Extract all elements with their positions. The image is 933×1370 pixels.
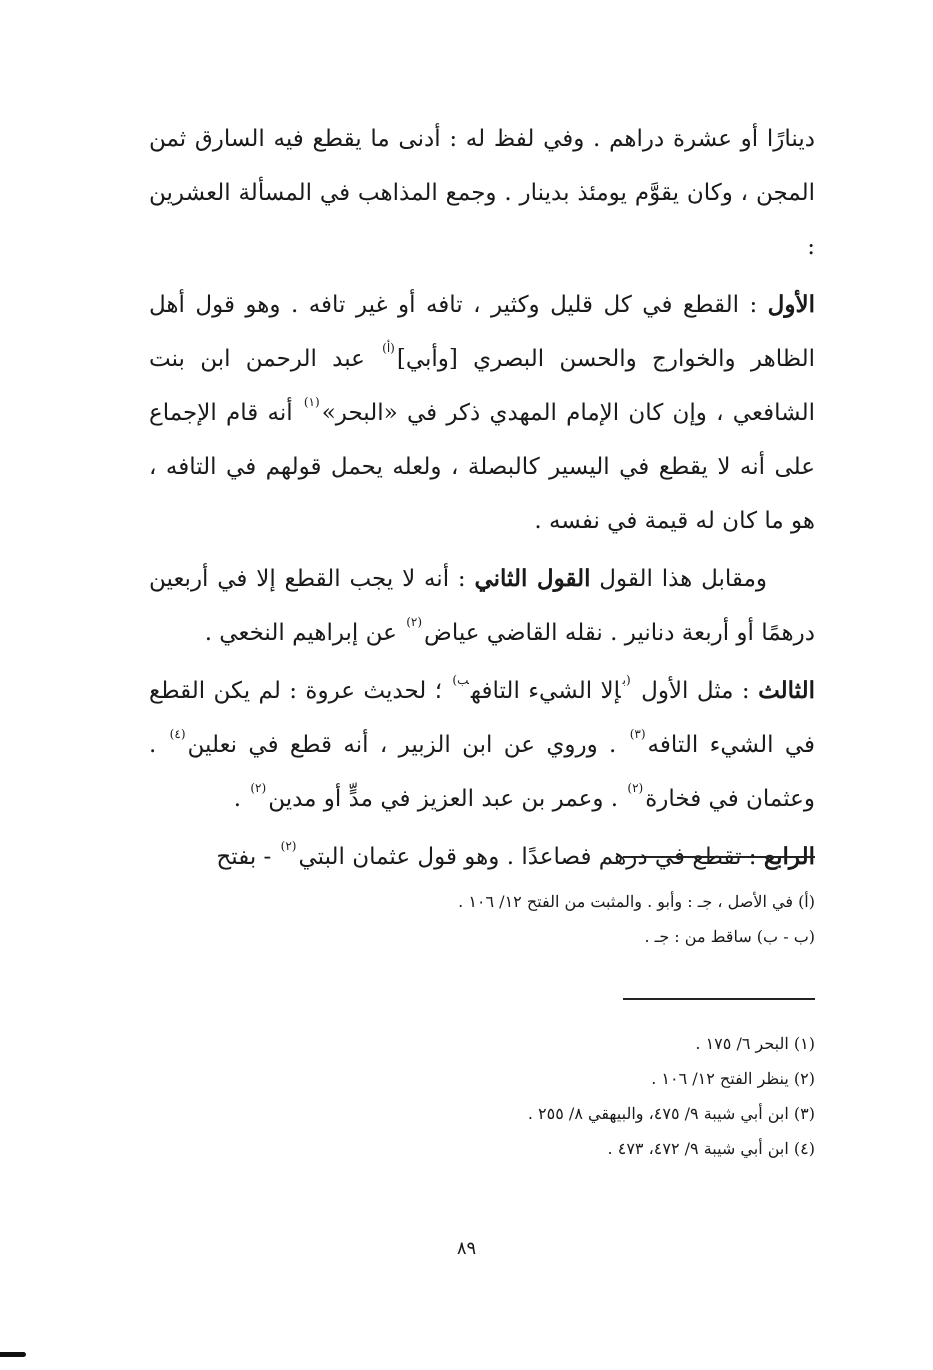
footnote-ref-2-mudd[interactable]: (٢) [250,781,267,795]
third-opinion-text-5: . وعثمان في فخارة [149,732,815,812]
footnote-ref-2-fakhara[interactable]: (٢) [627,781,644,795]
page-number: ٨٩ [456,1238,477,1259]
third-opinion-text-7: . [233,786,249,812]
footnote-3: (٣) ابن أبي شيبة ٩/ ٤٧٥، والبيهقي ٨/ ٢٥٥ . [527,1104,815,1123]
footnote-ref-b-close[interactable]: ب) [452,673,469,687]
footnote-b: (ب - ب) ساقط من : جـ . [644,927,815,946]
footnotes-letters [149,884,815,954]
paragraph-1-text: دينارًا أو عشرة دراهم . وفي لفظ له : أدنى ما يقطع فيه السارق ثمن المجن ، وكان يقوَّم يومئذ بدينار . وجمع المذاهب في المسألة العشرين : [149,126,815,260]
footnotes-numbers [149,1026,815,1166]
footnote-ref-4[interactable]: (٤) [169,727,186,741]
footnote-divider-numbers [623,998,815,1000]
footnote-ref-b-open[interactable]: (ب [622,673,631,687]
footnote-divider-letters [623,856,815,858]
footnote-2: (٢) ينظر الفتح ١٢/ ١٠٦ . [651,1069,815,1088]
second-opinion-text-2: : أنه لا يجب القطع إلا في أربعين درهمًا أو أربعة دنانير . نقله القاضي عياض [149,566,815,646]
paragraph-first-opinion [149,278,815,548]
second-opinion-text-1: ومقابل هذا القول [590,566,767,592]
footnote-ref-3[interactable]: (٣) [629,727,646,741]
third-opinion-heading: الثالث [758,677,816,704]
footnote-ref-1[interactable]: (١) [303,395,320,409]
footnote-ref-a[interactable]: (أ) [382,341,395,355]
main-text [149,112,815,884]
second-opinion-heading: القول الثاني [474,565,591,592]
third-opinion-text-6: . وعمر بن عبد العزيز في مدٍّ أو مدين [268,786,626,812]
fourth-opinion-heading: الرابع [763,843,815,870]
third-opinion-text-1: : مثل الأول [632,678,759,704]
paragraph-second-opinion [149,552,815,660]
fourth-opinion-text-2: - بفتح [216,844,279,870]
scan-edge-mark [0,1352,26,1357]
footnote-1: (١) البحر ٦/ ١٧٥ . [695,1034,815,1053]
first-opinion-text-3: أنه قام الإجماع على أنه لا يقطع في اليسير كالبصلة ، ولعله يحمل قولهم في التافه ، هو ما كان له قيمة في نفسه . [149,400,815,534]
third-opinion-text-4: . وروي عن ابن الزبير ، أنه قطع في نعلين [187,732,628,758]
footnote-ref-2[interactable]: (٢) [406,615,423,629]
first-opinion-heading: الأول [767,291,815,318]
fourth-opinion-text-1: : تقطع في درهم فصاعدًا . وهو قول عثمان البتي [298,844,764,870]
third-opinion-text-3: ؛ لحديث عروة : لم يكن القطع في الشيء التافه [149,678,815,758]
first-opinion-text-2: عبد الرحمن ابن بنت الشافعي ، وإن كان الإمام المهدي ذكر في «البحر» [149,346,815,426]
paragraph-1 [149,112,815,274]
footnote-ref-2-batti[interactable]: (٢) [280,839,297,853]
third-opinion-text-2: إلا الشيء التافه [470,678,621,704]
footnote-a: (أ) في الأصل ، جـ : وأبو . والمثبت من الفتح ١٢/ ١٠٦ . [458,892,815,911]
first-opinion-text-1: : القطع في كل قليل وكثير ، تافه أو غير تافه . وهو قول أهل الظاهر والخوارج والحسن البصري [وأبي] [149,292,815,372]
footnote-4: (٤) ابن أبي شيبة ٩/ ٤٧٢، ٤٧٣ . [607,1139,815,1158]
paragraph-third-opinion [149,664,815,826]
second-opinion-text-3: عن إبراهيم النخعي . [204,620,405,646]
